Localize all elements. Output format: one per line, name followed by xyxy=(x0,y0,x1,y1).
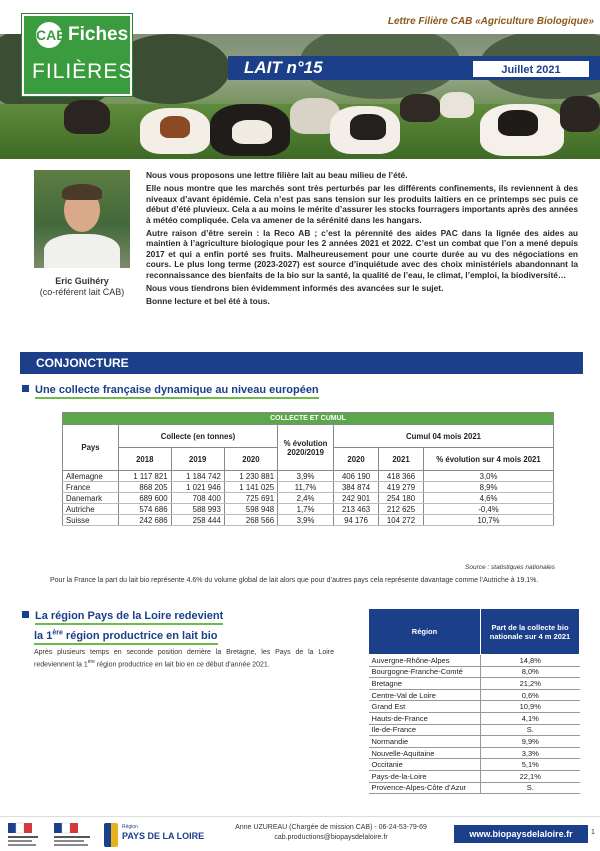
cell-evolution: 2,4% xyxy=(278,493,334,504)
cell-pays: Suisse xyxy=(63,515,119,526)
table-row xyxy=(369,736,580,748)
cell-cumul-evolution: -0,4% xyxy=(424,504,554,515)
editorial-paragraph: Bonne lecture et bel été à tous. xyxy=(146,296,270,307)
cell-part: 3,3% xyxy=(481,747,580,759)
cell-region: Hauts-de-France xyxy=(369,712,481,724)
cell-part: 9,9% xyxy=(481,736,580,748)
cell-2020: 725 691 xyxy=(224,493,277,504)
cell-part: S. xyxy=(481,724,580,736)
contact-name-phone: Anne UZUREAU (Chargée de mission CAB) - 06-24-53-79-69 xyxy=(235,824,427,831)
footer xyxy=(0,816,600,851)
table-row xyxy=(369,759,580,771)
conjoncture-band xyxy=(20,352,583,374)
cell-2018: 242 686 xyxy=(119,515,172,526)
cell-pays: Allemagne xyxy=(63,471,119,482)
cell-part: 4,1% xyxy=(481,712,580,724)
cell-region: Centre-Val de Loire xyxy=(369,689,481,701)
cell-cumul-2021: 104 272 xyxy=(379,515,424,526)
table-row xyxy=(369,770,580,782)
cell-region: Nouvelle-Aquitaine xyxy=(369,747,481,759)
region-label: Région xyxy=(122,824,138,830)
badge-filieres-label: FILIÈRES xyxy=(32,60,134,83)
cell-cumul-2020: 242 901 xyxy=(334,493,379,504)
collecte-section-title: Une collecte française dynamique au niveau européen xyxy=(22,384,319,396)
cell-evolution: 3,9% xyxy=(278,515,334,526)
cell-part: 5,1% xyxy=(481,759,580,771)
cell-cumul-2021: 419 279 xyxy=(379,482,424,493)
col-part-collecte: Part de la collecte bio nationale sur 4 m 2021 xyxy=(481,609,580,655)
author-name: Eric Guihéry xyxy=(55,276,109,286)
cell-region: Occitanie xyxy=(369,759,481,771)
contact-email[interactable]: cab.productions@biopaysdelaloire.fr xyxy=(274,834,388,841)
cell-evolution: 11,7% xyxy=(278,482,334,493)
cell-pays: Danemark xyxy=(63,493,119,504)
editorial-paragraph: Elle nous montre que les marchés sont très perturbés par les différents confinements, ils reviennent à des niveaux d’avant épidémie. Cela n’est pas sans tension sur les produits laitiers en ce printemps sec puis ce début d’été pluvieux. Cela a au moins le mérite d’assurer les stocks fourragers importants après des années à météo compliquée. Cela va amener de la sérénité dans les hangars. xyxy=(146,183,578,225)
collecte-table-caption: COLLECTE ET CUMUL xyxy=(63,413,554,425)
letter-tag: Lettre Filière CAB «Agriculture Biologique» xyxy=(387,16,594,27)
author-role: (co-référent lait CAB) xyxy=(39,287,125,297)
cell-evolution: 1,7% xyxy=(278,504,334,515)
cell-part: 0,6% xyxy=(481,689,580,701)
table-row xyxy=(369,747,580,759)
cell-region: Grand Est xyxy=(369,701,481,713)
col-2020: 2020 xyxy=(224,448,277,471)
issue-title: LAIT n°15 xyxy=(244,58,323,77)
ministere-logo-icon xyxy=(52,821,96,849)
france-share-note: Pour la France la part du lait bio représente 4.6% du volume global de lait alors que pour d’autres pays cela représente davantage comme l’Autriche à 19.1%. xyxy=(50,577,539,584)
editorial-paragraph: Nous vous proposons une lettre filière lait au beau milieu de l’été. xyxy=(146,170,408,180)
region-section-title: La région Pays de la Loire redevient xyxy=(22,610,223,622)
cell-part: S. xyxy=(481,782,580,794)
editorial-text xyxy=(146,170,578,310)
editorial-paragraph: Nous vous tiendrons bien évidemment informés des avancées sur le sujet. xyxy=(146,283,444,294)
cab-logo-icon: CAB xyxy=(36,22,62,48)
website-link[interactable]: www.biopaysdelaloire.fr xyxy=(454,825,588,843)
cell-region: Bourgogne-Franche-Comté xyxy=(369,666,481,678)
cell-part: 21,2% xyxy=(481,678,580,690)
cell-part: 14,8% xyxy=(481,655,580,667)
table-row xyxy=(369,701,580,713)
issue-date: Juillet 2021 xyxy=(472,60,590,78)
cell-part: 22,1% xyxy=(481,770,580,782)
bullet-square-icon xyxy=(22,385,29,392)
fiches-filieres-badge xyxy=(22,14,132,96)
table-row xyxy=(63,493,554,504)
col-cumul-evolution: % évolution sur 4 mois 2021 xyxy=(424,448,554,471)
conjoncture-title: CONJONCTURE xyxy=(36,356,129,370)
cell-cumul-2020: 384 874 xyxy=(334,482,379,493)
col-2018: 2018 xyxy=(119,448,172,471)
cell-2019: 1 021 946 xyxy=(171,482,224,493)
cell-2018: 689 600 xyxy=(119,493,172,504)
cell-cumul-2020: 94 176 xyxy=(334,515,379,526)
cell-2018: 868 205 xyxy=(119,482,172,493)
cell-2019: 708 400 xyxy=(171,493,224,504)
table-row xyxy=(63,515,554,526)
cell-region: Provence-Alpes-Côte d’Azur xyxy=(369,782,481,794)
col-2019: 2019 xyxy=(171,448,224,471)
badge-fiches-label: Fiches xyxy=(68,24,129,45)
cell-2020: 268 566 xyxy=(224,515,277,526)
table-row xyxy=(63,504,554,515)
cell-2019: 588 993 xyxy=(171,504,224,515)
republique-logo-icon xyxy=(6,821,46,849)
author-photo xyxy=(34,170,130,268)
col-cumul-2021: 2021 xyxy=(379,448,424,471)
region-name: PAYS DE LA LOIRE xyxy=(122,831,205,841)
cell-pays: Autriche xyxy=(63,504,119,515)
cell-cumul-evolution: 8,9% xyxy=(424,482,554,493)
bullet-square-icon xyxy=(22,611,29,618)
cell-region: Auvergne-Rhône-Alpes xyxy=(369,655,481,667)
editorial-paragraph: Autre raison d’être serein : la Reco AB ; c’est la pérennité des aides PAC dans la lignée des aides au maintien à l’agriculture biologique pour les 2 années 2021 et 2022. C’est un combat que l’on a mené depuis 2017 et qui a enfin porté ses fruits. Malheureusement pour une courte durée au vu des négociations en cours. Le plus long terme (2023-2027) est source d’inquiétude avec des choix ministériels abandonnant la reconnaissance des bienfaits de la bio sur la santé, la qualité de l’eau, le climat, l’emploi, la biodiversité… xyxy=(146,228,578,280)
cell-2020: 1 230 881 xyxy=(224,471,277,482)
cell-evolution: 3,9% xyxy=(278,471,334,482)
table-row xyxy=(369,655,580,667)
collecte-table xyxy=(62,412,554,526)
region-section-title-line2: la 1ère région productrice en lait bio xyxy=(34,629,218,642)
col-cumul: Cumul 04 mois 2021 xyxy=(334,425,554,448)
cell-cumul-evolution: 10,7% xyxy=(424,515,554,526)
table-row xyxy=(369,678,580,690)
table-row xyxy=(369,689,580,701)
page-number: 1 xyxy=(591,829,595,836)
cell-region: Normandie xyxy=(369,736,481,748)
col-region: Région xyxy=(369,609,481,655)
cell-2020: 598 948 xyxy=(224,504,277,515)
region-mark-icon xyxy=(104,823,118,847)
col-evolution: % évolution 2020/2019 xyxy=(278,425,334,471)
cell-2018: 1 117 821 xyxy=(119,471,172,482)
cell-cumul-2020: 406 190 xyxy=(334,471,379,482)
top-margin xyxy=(0,0,600,6)
cell-region: Ile-de-France xyxy=(369,724,481,736)
cell-cumul-2021: 254 180 xyxy=(379,493,424,504)
cell-part: 8,0% xyxy=(481,666,580,678)
table-row xyxy=(369,782,580,794)
col-collecte: Collecte (en tonnes) xyxy=(119,425,278,448)
col-pays: Pays xyxy=(63,425,119,471)
cell-cumul-2021: 418 366 xyxy=(379,471,424,482)
table-row xyxy=(63,482,554,493)
table-row xyxy=(369,666,580,678)
cell-cumul-2021: 212 625 xyxy=(379,504,424,515)
col-cumul-2020: 2020 xyxy=(334,448,379,471)
cell-cumul-evolution: 3,0% xyxy=(424,471,554,482)
issue-title-band xyxy=(228,56,600,80)
cell-region: Pays-de-la-Loire xyxy=(369,770,481,782)
cell-2019: 1 184 742 xyxy=(171,471,224,482)
cell-part: 10,9% xyxy=(481,701,580,713)
cell-cumul-evolution: 4,6% xyxy=(424,493,554,504)
table-source: Source : statistiques nationales xyxy=(465,564,555,571)
region-share-table xyxy=(368,608,580,794)
table-row xyxy=(63,471,554,482)
table-row xyxy=(369,724,580,736)
cell-2019: 258 444 xyxy=(171,515,224,526)
region-paragraph: Après plusieurs temps en seconde position derrière la Bretagne, les Pays de la Loire redeviennent la 1ère région productrice en lait bio en ce début d’année 2021. xyxy=(34,649,334,668)
cell-cumul-2020: 213 463 xyxy=(334,504,379,515)
cell-2018: 574 686 xyxy=(119,504,172,515)
cell-region: Bretagne xyxy=(369,678,481,690)
table-row xyxy=(369,712,580,724)
cell-pays: France xyxy=(63,482,119,493)
pays-de-la-loire-logo xyxy=(104,821,216,849)
cell-2020: 1 141 025 xyxy=(224,482,277,493)
